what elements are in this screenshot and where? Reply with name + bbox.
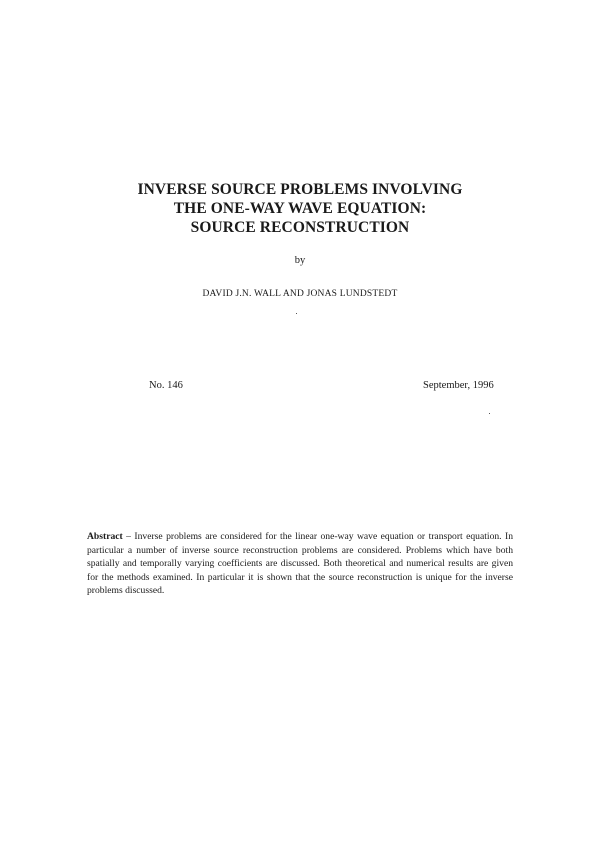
scan-speck <box>489 413 490 414</box>
report-date: September, 1996 <box>423 380 494 391</box>
by-line: by <box>294 255 306 266</box>
title-line-3: SOURCE RECONSTRUCTION <box>190 219 410 236</box>
abstract <box>87 530 513 598</box>
abstract-text: Inverse problems are considered for the linear one-way wave equation or transport equation. In particular a number of inverse source reconstruction problems are considered. Problems which have both spatially and temporally varying coefficients are discussed. Both theoretical and numerical results are given for the methods examined. In particular it is shown that the source reconstruction is unique for the inverse problems discussed. <box>87 531 513 597</box>
report-number: No. 146 <box>149 380 183 391</box>
title-line-2: THE ONE-WAY WAVE EQUATION: <box>173 200 427 217</box>
abstract-separator: – <box>122 531 135 542</box>
abstract-label: Abstract <box>87 531 123 542</box>
title-line-1: INVERSE SOURCE PROBLEMS INVOLVING <box>137 181 463 198</box>
scan-speck <box>296 313 297 314</box>
authors: DAVID J.N. WALL AND JONAS LUNDSTEDT <box>202 289 398 299</box>
paper-title <box>0 180 600 237</box>
